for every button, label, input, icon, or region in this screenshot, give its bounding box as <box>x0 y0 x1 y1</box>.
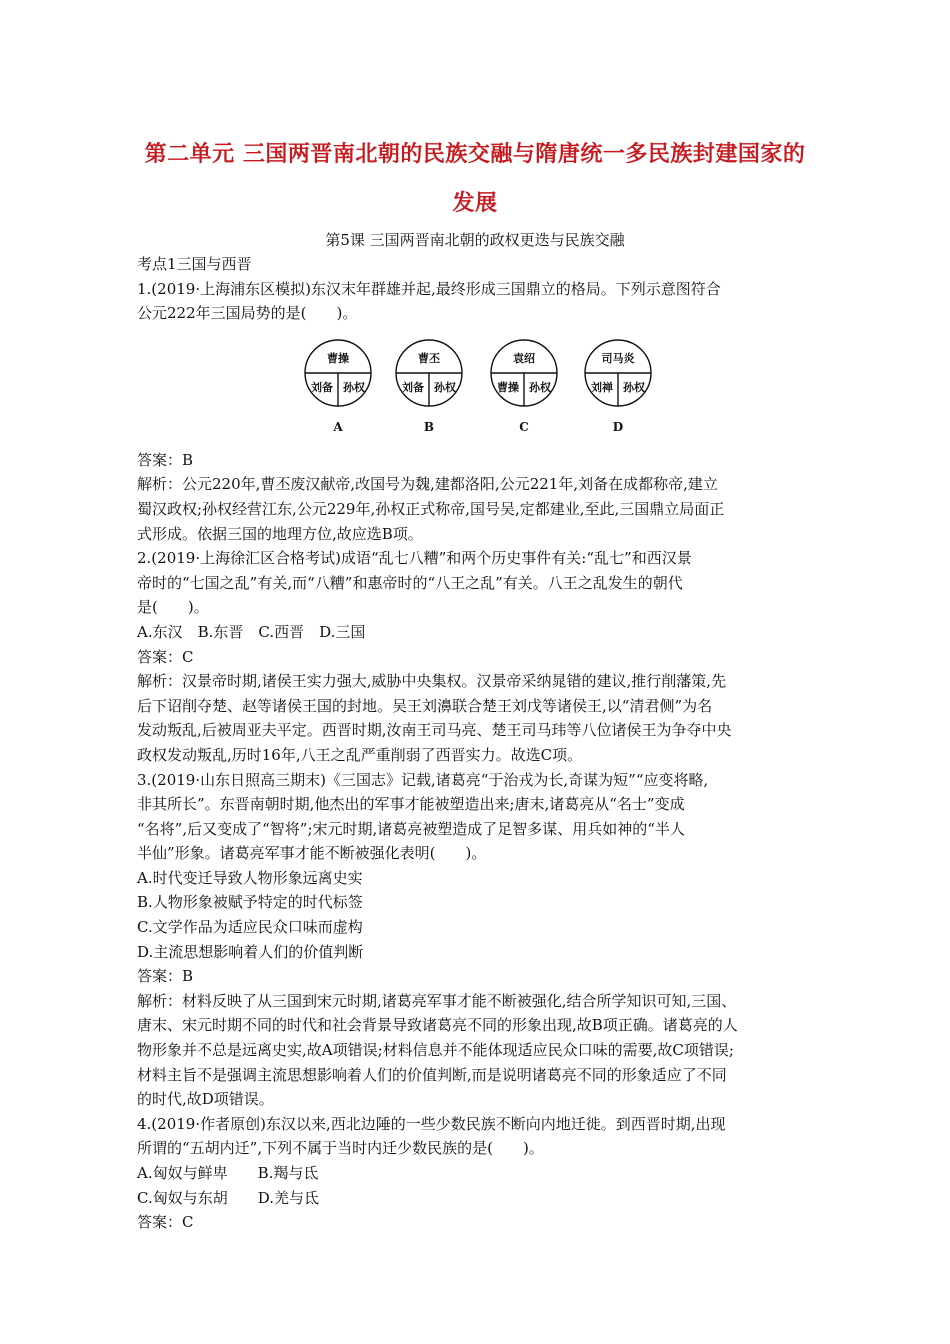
q4-stem-line: 4.(2019·作者原创)东汉以来,西北边陲的一些少数民族不断向内地迁徙。到西晋时期,出现 <box>137 1114 726 1133</box>
option-letter: D <box>612 419 624 434</box>
pie-right-label: 孙权 <box>434 380 456 394</box>
q3-stem-line: “名将”,后又变成了“智将”;宋元时期,诸葛亮被塑造成了足智多谋、用兵如神的“半人 <box>137 819 685 838</box>
pie-left-label: 刘备 <box>311 380 333 394</box>
q2-answer: 答案：C <box>137 647 194 666</box>
q2-stem-line: 是( )。 <box>137 598 209 617</box>
pie-right-label: 孙权 <box>343 380 365 394</box>
pie-diagram-d <box>585 340 651 434</box>
q2-analysis-line: 解析：汉景帝时期,诸侯王实力强大,威胁中央集权。汉景帝采纳晁错的建议,推行削藩策,先 <box>137 672 727 691</box>
option-letter: C <box>519 419 529 434</box>
pie-left-label: 刘禅 <box>591 380 613 394</box>
q3-analysis-line: 解析：材料反映了从三国到宋元时期,诸葛亮军事才能不断被强化,结合所学知识可知,三国、 <box>137 991 737 1010</box>
q2-options: A.东汉 B.东晋 C.西晋 D.三国 <box>137 622 366 641</box>
q3-answer: 答案：B <box>137 967 194 986</box>
q1-answer: 答案：B <box>137 450 194 469</box>
option-letter: A <box>333 419 343 434</box>
q4-answer: 答案：C <box>137 1213 194 1232</box>
q1-diagram-options <box>137 326 817 448</box>
q4-option-row: A.匈奴与鲜卑 B.羯与氐 <box>137 1164 319 1182</box>
q2-stem-line: 2.(2019·上海徐汇区合格考试)成语“乱七八糟”和两个历史事件有关:“乱七”和西汉景 <box>137 549 692 568</box>
q1-analysis-line: 蜀汉政权;孙权经营江东,公元229年,孙权正式称帝,国号吴,定都建业,至此,三国鼎立局面正 <box>137 499 725 518</box>
q1-analysis-line: 解析：公元220年,曹丕废汉献帝,改国号为魏,建都洛阳,公元221年,刘备在成都称帝,建立 <box>137 475 718 494</box>
lesson-title: 第5课 三国两晋南北朝的政权更迭与民族交融 <box>325 231 625 249</box>
pie-right-label: 孙权 <box>529 380 551 394</box>
q4-option-row: C.匈奴与东胡 D.羌与氐 <box>137 1188 319 1207</box>
pie-diagram-b <box>396 340 462 434</box>
q1-stem-line1: 1.(2019·上海浦东区模拟)东汉末年群雄并起,最终形成三国鼎立的格局。下列示意图符合 <box>137 279 721 298</box>
pie-top-label: 曹丕 <box>418 351 440 365</box>
pie-right-label: 孙权 <box>623 380 645 394</box>
pie-top-label: 曹操 <box>327 351 349 365</box>
pie-diagram-c <box>491 340 557 434</box>
q3-option: B.人物形象被赋予特定的时代标签 <box>137 893 363 912</box>
pie-top-label: 司马炎 <box>601 351 635 365</box>
q2-analysis-line: 政权发动叛乱,历时16年,八王之乱严重削弱了西晋实力。故选C项。 <box>137 745 583 764</box>
q4-stem-line: 所谓的“五胡内迁”,下列不属于当时内迁少数民族的是( )。 <box>137 1139 544 1158</box>
pie-diagrams <box>137 326 697 448</box>
option-letter: B <box>423 419 435 434</box>
q3-analysis-line: 物形象并不总是远离史实,故A项错误;材料信息并不能体现适应民众口味的需要,故C项错误; <box>137 1041 734 1060</box>
unit-title-line1: 第二单元 三国两晋南北朝的民族交融与隋唐统一多民族封建国家的 <box>144 142 806 167</box>
q3-stem-line: 半仙”形象。诸葛亮军事才能不断被强化表明( )。 <box>137 844 487 863</box>
q3-option: A.时代变迁导致人物形象远离史实 <box>137 868 363 887</box>
q2-analysis-line: 后下诏削夺楚、赵等诸侯王国的封地。吴王刘濞联合楚王刘戊等诸侯王,以“清君侧”为名 <box>137 696 713 715</box>
pie-top-label: 袁绍 <box>513 351 535 365</box>
q1-stem-line2: 公元222年三国局势的是( )。 <box>137 304 358 323</box>
unit-title-line2: 发展 <box>452 191 498 216</box>
q3-option: C.文学作品为适应民众口味而虚构 <box>137 918 363 937</box>
pie-left-label: 曹操 <box>497 380 519 394</box>
pie-diagram-a <box>305 340 371 434</box>
content <box>137 252 817 1235</box>
q3-analysis-line: 的时代,故D项错误。 <box>137 1090 274 1109</box>
q2-analysis-line: 发动叛乱,后被周亚夫平定。西晋时期,汝南王司马亮、楚王司马玮等八位诸侯王为争夺中央 <box>137 721 732 740</box>
q2-stem-line: 帝时的“七国之乱”有关,而“八糟”和惠帝时的“八王之乱”有关。八王之乱发生的朝代 <box>137 573 683 592</box>
q3-stem-line: 3.(2019·山东日照高三期末)《三国志》记载,诸葛亮“于治戎为长,奇谋为短”“应变将略, <box>137 770 709 789</box>
pie-left-label: 刘备 <box>402 380 424 394</box>
q3-analysis-line: 材料主旨不是强调主流思想影响着人们的价值判断,而是说明诸葛亮不同的形象适应了不同 <box>137 1065 727 1084</box>
q3-analysis-line: 唐末、宋元时期不同的时代和社会背景导致诸葛亮不同的形象出现,故B项正确。诸葛亮的人 <box>137 1016 738 1035</box>
q3-stem-line: 非其所长”。东晋南朝时期,他杰出的军事才能被塑造出来;唐末,诸葛亮从“名士”变成 <box>137 795 685 814</box>
q1-analysis-line: 式形成。依据三国的地理方位,故应选B项。 <box>137 524 423 543</box>
section-heading: 考点1三国与西晋 <box>137 255 252 273</box>
q3-option: D.主流思想影响着人们的价值判断 <box>137 942 364 961</box>
